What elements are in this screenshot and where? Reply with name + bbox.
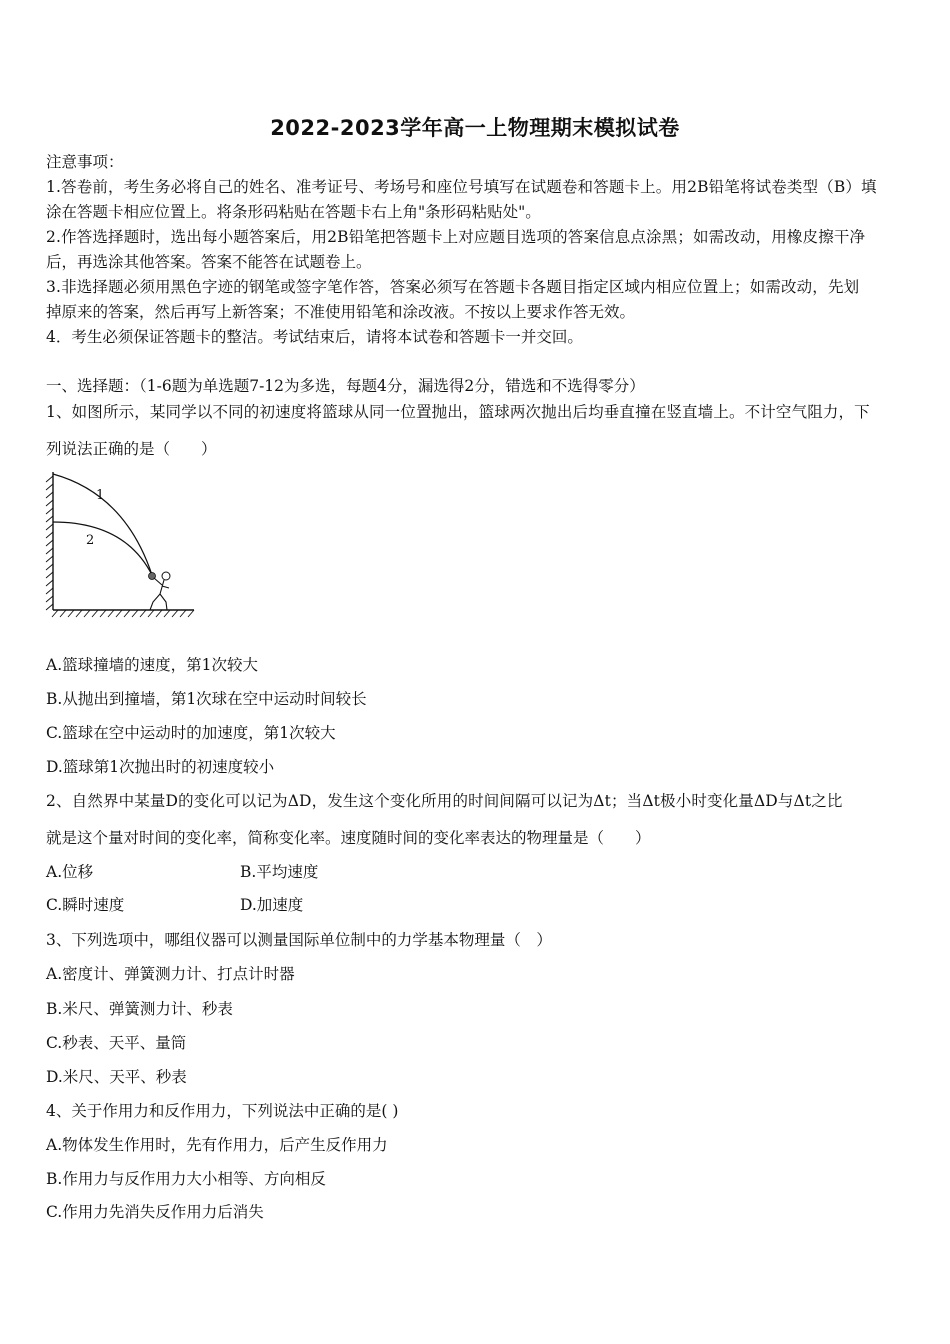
notice-line: 4．考生必须保证答题卡的整洁。考试结束后，请将本试卷和答题卡一并交回。 xyxy=(46,328,583,346)
notice-line: 2.作答选择题时，选出每小题答案后，用2B铅笔把答题卡上对应题目选项的答案信息点涂黑；如需改动，用橡皮擦干净 xyxy=(46,228,866,246)
question-1-option: B.从抛出到撞墙，第1次球在空中运动时间较长 xyxy=(46,690,367,708)
question-3-option: D.米尺、天平、秒表 xyxy=(46,1068,187,1086)
trajectory-1-label: 1 xyxy=(96,488,105,503)
section-heading: 一、选择题：（1-6题为单选题7-12为多选，每题4分，漏选得2分，错选和不选得零分） xyxy=(46,377,645,395)
question-1-option: D.篮球第1次抛出时的初速度较小 xyxy=(46,758,275,776)
question-4-option: B.作用力与反作用力大小相等、方向相反 xyxy=(46,1170,326,1188)
question-3-option: B.米尺、弹簧测力计、秒表 xyxy=(46,1000,233,1018)
notice-heading: 注意事项： xyxy=(46,153,124,171)
notice-line: 涂在答题卡相应位置上。将条形码粘贴在答题卡右上角"条形码粘贴处"。 xyxy=(46,203,541,221)
page-title: 2022-2023学年高一上物理期末模拟试卷 xyxy=(270,116,680,140)
question-3-option: C.秒表、天平、量筒 xyxy=(46,1034,187,1052)
question-2-option: A.位移 xyxy=(46,863,94,881)
question-2-stem: 2、自然界中某量D的变化可以记为ΔD，发生这个变化所用的时间间隔可以记为Δt；当Δt极小时变化量ΔD与Δt之比 xyxy=(46,792,843,810)
trajectory-2 xyxy=(53,522,152,575)
question-1-stem: 1、如图所示，某同学以不同的初速度将篮球从同一位置抛出，篮球两次抛出后均垂直撞在竖直墙上。不计空气阻力，下 xyxy=(46,403,870,421)
question-3-option: A.密度计、弹簧测力计、打点计时器 xyxy=(46,965,295,983)
question-4-stem: 4、关于作用力和反作用力，下列说法中正确的是( ) xyxy=(46,1102,399,1120)
question-2-option: C.瞬时速度 xyxy=(46,896,125,914)
notice-line: 掉原来的答案，然后再写上新答案；不准使用铅笔和涂改液。不按以上要求作答无效。 xyxy=(46,303,636,321)
question-4-option: C.作用力先消失反作用力后消失 xyxy=(46,1203,264,1221)
question-4-option: A.物体发生作用时，先有作用力，后产生反作用力 xyxy=(46,1136,388,1154)
question-1-option: C.篮球在空中运动时的加速度，第1次较大 xyxy=(46,724,336,742)
question-1-stem: 列说法正确的是（ ） xyxy=(46,440,217,458)
notice-line: 1.答卷前，考生务必将自己的姓名、准考证号、考场号和座位号填写在试题卷和答题卡上。用2B铅笔将试卷类型（B）填 xyxy=(46,178,877,196)
notice-line: 后，再选涂其他答案。答案不能答在试题卷上。 xyxy=(46,253,372,271)
trajectory-2-label: 2 xyxy=(86,533,95,548)
person-figure xyxy=(150,578,169,610)
question-3-stem: 3、下列选项中，哪组仪器可以测量国际单位制中的力学基本物理量（ ） xyxy=(46,931,552,949)
question-1-option: A.篮球撞墙的速度，第1次较大 xyxy=(46,656,258,674)
question-2-option: B.平均速度 xyxy=(240,863,319,881)
person-head xyxy=(162,572,170,580)
basketball-trajectory-figure xyxy=(40,468,200,620)
notice-line: 3.非选择题必须用黑色字迹的钢笔或签字笔作答，答案必须写在答题卡各题目指定区域内相应位置上；如需改动，先划 xyxy=(46,278,860,296)
question-2-option: D.加速度 xyxy=(240,896,304,914)
question-2-stem: 就是这个量对时间的变化率，简称变化率。速度随时间的变化率表达的物理量是（ ） xyxy=(46,829,651,847)
